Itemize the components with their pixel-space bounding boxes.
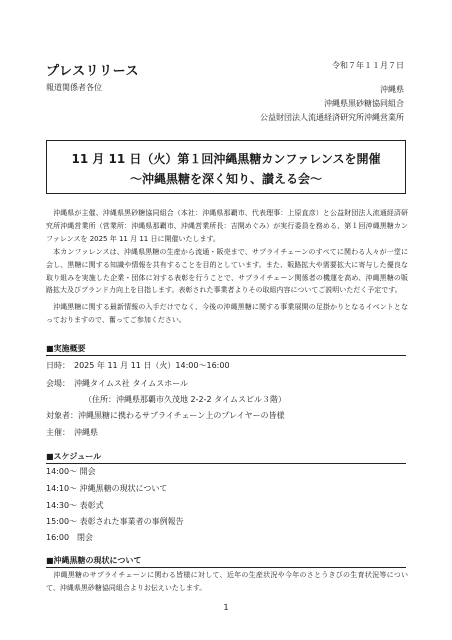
schedule-item: 15:00～ 表彰された事業者の事例報告 (46, 517, 184, 526)
intro-paragraph (46, 207, 408, 245)
status-paragraph-text: 沖縄黒糖のサプライチェーンに関わる皆様に対して、近年の生産状況や今年のさとうきびの生育状況等について、沖縄県黒砂糖協同組合よりお伝えいたします。 (46, 571, 408, 592)
release-date: 令和７年１１月７日 (332, 61, 404, 70)
purpose-paragraph (46, 246, 408, 297)
invitation-paragraph (46, 301, 408, 327)
headline-subtitle: ～沖縄黒糖を深く知り、讃える会～ (129, 172, 322, 186)
headline-main: 11 月 11 日（火）第１回沖縄黒糖カンファレンスを開催 (71, 152, 381, 166)
invitation-paragraph-text: 沖縄黒糖に関する最新情報の入手だけでなく、今後の沖縄黒糖に関する事業展開の足掛かりとなるイベントとなっておりますので、奮ってご参加ください。 (46, 303, 408, 324)
event-organizer: 主催： 沖縄県 (46, 428, 98, 437)
status-divider (46, 567, 406, 568)
issuer-prefecture: 沖縄県 (380, 85, 404, 94)
purpose-paragraph-text: 本カンファレンスは、沖縄県黒糖の生産から流通・販売まで、サプライチェーンのすべてに関わる人々が一堂に会し、黒糖に関する知識や情報を共有することを目的としています。また、販路拡大や需要拡大に寄与した優良な取り組みを実施した企業・団体に対する表彰を行うことで、サプライチェーン関係者の機運を高め、沖縄黒糖の販路拡大及びブランド力向上を目指します。表彰された事業者よりその取組内容についてご説明いただく予定です。 (46, 248, 408, 295)
issuer-institute: 公益財団法人流通経済研究所沖縄営業所 (260, 113, 404, 122)
schedule-item: 14:30～ 表彰式 (46, 501, 104, 510)
overview-heading: ■実施概要 (46, 344, 86, 353)
target-audience: 対象者：沖縄黒糖に携わるサプライチェーン上のプレイヤーの皆様 (46, 411, 285, 420)
overview-divider (46, 355, 406, 356)
schedule-heading: ■スケジュール (46, 452, 102, 461)
page-number: 1 (223, 603, 229, 612)
schedule-item: 14:10～ 沖縄黒糖の現状について (46, 484, 168, 493)
press-release-title: プレスリリース (46, 64, 139, 79)
headline-box (46, 140, 406, 194)
intro-paragraph-text: 沖縄県が主催、沖縄県黒砂糖協同組合（本社：沖縄県那覇市、代表理事：上原直彦）と公益財団法人流通経済研究所沖縄営業所（営業所：沖縄県那覇市、沖縄営業所長：吉開めぐみ）が実行委員を務める、第１回沖縄黒糖カンファレンスを 2025 年 11 月 11 日に開催いたします。 (46, 209, 408, 243)
recipients: 報道関係者各位 (46, 83, 102, 92)
status-paragraph (46, 569, 408, 595)
event-venue: 会場： 沖縄タイムス社 タイムスホール (46, 379, 189, 388)
schedule-item: 16:00 閉会 (46, 533, 94, 542)
schedule-divider (46, 463, 406, 464)
event-date: 日時： 2025 年 11 月 11 日（火）14:00～16:00 (46, 361, 230, 370)
venue-address: （住所：沖縄県那覇市久茂地 2-2-2 タイムスビル３階） (84, 395, 286, 404)
schedule-item: 14:00～ 開会 (46, 467, 96, 476)
status-heading: ■沖縄黒糖の現状について (46, 556, 142, 565)
issuer-cooperative: 沖縄県黒砂糖協同組合 (324, 99, 404, 108)
